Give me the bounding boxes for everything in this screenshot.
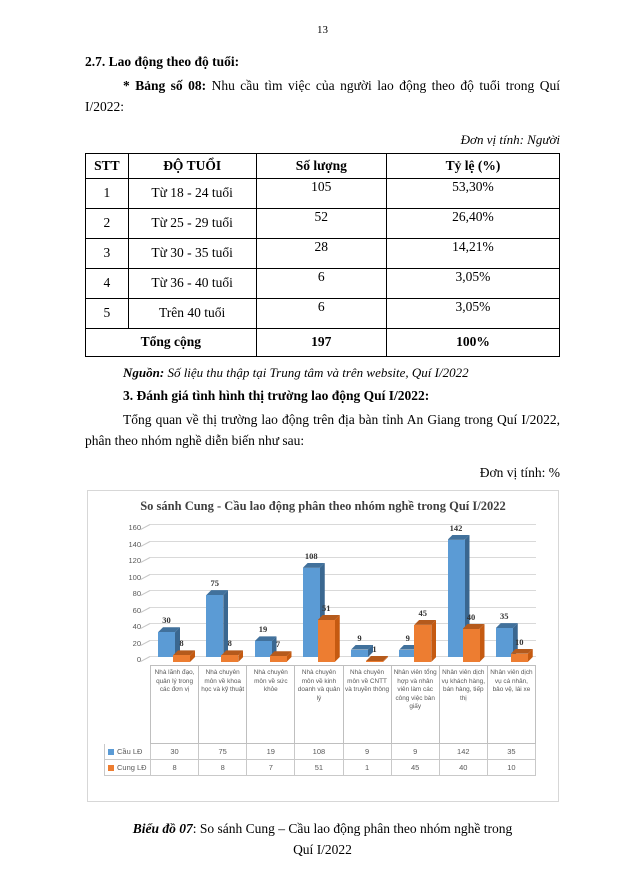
- category-label: Nhà chuyên môn về sức khỏe: [246, 666, 294, 744]
- chart-data-table: [104, 744, 536, 776]
- data-table-row-demand: [104, 744, 536, 760]
- bar-group: [391, 518, 439, 665]
- data-table-value: 1: [343, 760, 391, 776]
- legend-label: Cung LĐ: [117, 763, 147, 772]
- cell-quantity: 28: [256, 238, 386, 268]
- data-table-value: 9: [343, 744, 391, 760]
- bar-value-label: 10: [515, 636, 524, 647]
- y-tick-label: 60: [132, 605, 141, 615]
- data-table-value: 40: [439, 760, 487, 776]
- table-row: [86, 178, 560, 208]
- bar-value-label: 7: [275, 639, 281, 650]
- total-percent: 100%: [386, 328, 559, 356]
- section-2-7-heading: 2.7. Lao động theo độ tuổi:: [85, 54, 240, 69]
- category-label: Nhân viên tổng hợp và nhân viên làm các công việc bàn giấy: [391, 666, 439, 744]
- header-quantity: Số lượng: [256, 153, 386, 178]
- table-intro-bold: * Bảng số 08:: [123, 78, 207, 93]
- cell-age: Từ 25 - 29 tuổi: [128, 208, 256, 238]
- chart-caption: [123, 818, 523, 860]
- total-label: Tổng cộng: [86, 328, 257, 356]
- unit-note-percent: Đơn vị tính: %: [479, 465, 560, 480]
- y-tick-label: 100: [128, 572, 141, 582]
- y-tick-label: 160: [128, 523, 141, 532]
- bar-supply: [173, 638, 190, 662]
- bar-value-label: 9: [357, 632, 362, 643]
- section-3-heading: 3. Đánh giá tình hình thị trường lao động Quí I/2022:: [123, 387, 430, 403]
- bar-supply: [270, 639, 287, 662]
- bar-supply: [318, 602, 335, 662]
- bar-supply: [221, 638, 238, 662]
- table-intro-paragraph: [85, 75, 560, 117]
- data-table-row-supply: [104, 760, 536, 776]
- y-tick-label: 80: [132, 589, 141, 598]
- y-tick-label: 40: [132, 622, 141, 631]
- bar-value-label: 8: [179, 638, 184, 649]
- y-tick-label: 0: [136, 655, 141, 664]
- cell-age: Trên 40 tuổi: [128, 298, 256, 328]
- bar-value-label: 19: [258, 624, 268, 635]
- bar-face: [270, 656, 287, 662]
- bar-groups: [150, 518, 536, 665]
- header-percent: Tỷ lệ (%): [386, 153, 559, 178]
- table-header-row: [86, 153, 560, 178]
- category-label: Nhà chuyên môn về khoa học và kỹ thuật: [198, 666, 246, 744]
- legend-entry: [104, 744, 150, 760]
- bar-face: [366, 661, 383, 662]
- cell-stt: 5: [86, 298, 129, 328]
- bar-group: [488, 518, 536, 665]
- bar-face: [221, 655, 238, 662]
- data-table-value: 8: [198, 760, 246, 776]
- cell-age: Từ 36 - 40 tuổi: [128, 268, 256, 298]
- bar-value-label: 35: [500, 611, 509, 622]
- table-row: [86, 238, 560, 268]
- category-label: Nhà lãnh đạo, quản lý trong các đơn vị: [150, 666, 198, 744]
- bar-value-label: 45: [418, 607, 427, 618]
- data-table-value: 10: [487, 760, 536, 776]
- bar-face: [511, 654, 528, 662]
- bar-supply: [414, 607, 431, 662]
- bar-face: [496, 628, 513, 657]
- data-table-value: 75: [198, 744, 246, 760]
- bar-group: [440, 518, 488, 665]
- table-row: [86, 298, 560, 328]
- source-label: Nguồn:: [123, 364, 165, 380]
- section-3-paragraph: Tổng quan về thị trường lao động trên địa bàn tỉnh An Giang trong Quí I/2022, phân theo nhóm nghề diễn biến như sau:: [85, 411, 560, 448]
- bar-face: [463, 629, 480, 662]
- table-row: [86, 208, 560, 238]
- header-stt: STT: [86, 153, 129, 178]
- bar-side-face: [480, 624, 485, 662]
- table-row: [86, 268, 560, 298]
- bar-group: [247, 518, 295, 665]
- bar-face: [206, 595, 223, 657]
- bar-group: [150, 518, 198, 665]
- chart-title: So sánh Cung - Cầu lao động phân theo nhóm nghề trong Quí I/2022: [140, 499, 506, 513]
- legend-entry: [104, 760, 150, 776]
- data-table-value: 142: [439, 744, 487, 760]
- caption-label: Biểu đồ 07: [132, 821, 193, 836]
- chart-plot-row: [88, 518, 558, 666]
- bar-face: [255, 641, 272, 657]
- legend-label: Cầu LĐ: [117, 747, 143, 756]
- data-table-value: 8: [150, 760, 198, 776]
- cell-age: Từ 30 - 35 tuổi: [128, 238, 256, 268]
- cell-quantity: 105: [256, 178, 386, 208]
- category-label: Nhà chuyên môn về kinh doanh và quản lý: [294, 666, 342, 744]
- cell-stt: 3: [86, 238, 129, 268]
- bar-value-label: 1: [372, 644, 377, 654]
- bar-value-label: 108: [304, 550, 318, 561]
- bar-supply: [511, 636, 528, 662]
- bar-demand: [255, 624, 272, 657]
- bar-demand: [158, 615, 175, 657]
- data-table-value: 51: [294, 760, 342, 776]
- bar-group: [343, 518, 391, 665]
- legend-marker-demand: [108, 749, 114, 755]
- category-label: Nhà chuyên môn về CNTT và truyền thông: [343, 666, 391, 744]
- supply-demand-chart: [87, 490, 559, 802]
- y-tick-label: 120: [128, 556, 141, 565]
- bar-face: [318, 620, 335, 662]
- table-intro-text: Nhu cầu tìm việc của người lao động theo độ tuổi trong Quí I/2022:: [85, 78, 560, 114]
- data-table-value: 7: [246, 760, 294, 776]
- y-tick-label: 20: [132, 638, 141, 648]
- cell-percent: 53,30%: [386, 178, 559, 208]
- cell-quantity: 6: [256, 268, 386, 298]
- source-text: Số liệu thu thập tại Trung tâm và trên website, Quí I/2022: [164, 364, 469, 380]
- total-quantity: 197: [256, 328, 386, 356]
- cell-quantity: 6: [256, 298, 386, 328]
- bar-value-label: 30: [162, 615, 171, 626]
- data-table-value: 30: [150, 744, 198, 760]
- bar-demand: [351, 632, 368, 657]
- bar-group: [295, 518, 343, 665]
- age-demand-table: [85, 153, 560, 357]
- chart-category-axis: [150, 666, 536, 744]
- bar-face: [414, 625, 431, 662]
- header-age: ĐỘ TUỔI: [128, 153, 256, 178]
- bar-value-label: 142: [449, 522, 463, 533]
- cell-stt: 2: [86, 208, 129, 238]
- chart-plot: [150, 518, 536, 666]
- data-table-value: 45: [391, 760, 439, 776]
- unit-note-persons: Đơn vị tính: Người: [460, 131, 560, 147]
- cell-percent: 3,05%: [386, 268, 559, 298]
- category-label: Nhân viên dịch vụ khách hàng, bán hàng, tiếp thị: [439, 666, 487, 744]
- cell-percent: 14,21%: [386, 238, 559, 268]
- cell-age: Từ 18 - 24 tuổi: [128, 178, 256, 208]
- bar-value-label: 8: [227, 638, 232, 649]
- bar-demand: [496, 611, 513, 657]
- source-note: [85, 363, 560, 382]
- data-table-value: 108: [294, 744, 342, 760]
- legend-marker-supply: [108, 765, 114, 771]
- bar-value-label: 40: [466, 612, 476, 622]
- table-total-row: [86, 328, 560, 356]
- bar-value-label: 51: [322, 602, 331, 613]
- bar-group: [198, 518, 246, 665]
- cell-stt: 1: [86, 178, 129, 208]
- bar-face: [351, 650, 368, 657]
- data-table-value: 19: [246, 744, 294, 760]
- cell-quantity: 52: [256, 208, 386, 238]
- bar-supply: [463, 612, 480, 662]
- bar-side-face: [335, 615, 340, 662]
- caption-text: : So sánh Cung – Cầu lao động phân theo nhóm nghề trong Quí I/2022: [192, 821, 513, 857]
- bar-demand: [206, 578, 223, 657]
- bar-value-label: 75: [210, 578, 219, 589]
- bar-supply: [366, 644, 383, 662]
- bar-face: [173, 655, 190, 662]
- cell-percent: 26,40%: [386, 208, 559, 238]
- bar-side-face: [431, 620, 436, 662]
- category-label: Nhân viên dịch vụ cá nhân, bảo vệ, lái xe: [487, 666, 536, 744]
- y-tick-label: 140: [128, 539, 141, 549]
- bar-value-label: 9: [405, 632, 410, 643]
- cell-stt: 4: [86, 268, 129, 298]
- cell-percent: 3,05%: [386, 298, 559, 328]
- data-table-value: 9: [391, 744, 439, 760]
- page-number: 13: [317, 24, 328, 36]
- data-table-value: 35: [487, 744, 536, 760]
- bar-face: [158, 632, 175, 657]
